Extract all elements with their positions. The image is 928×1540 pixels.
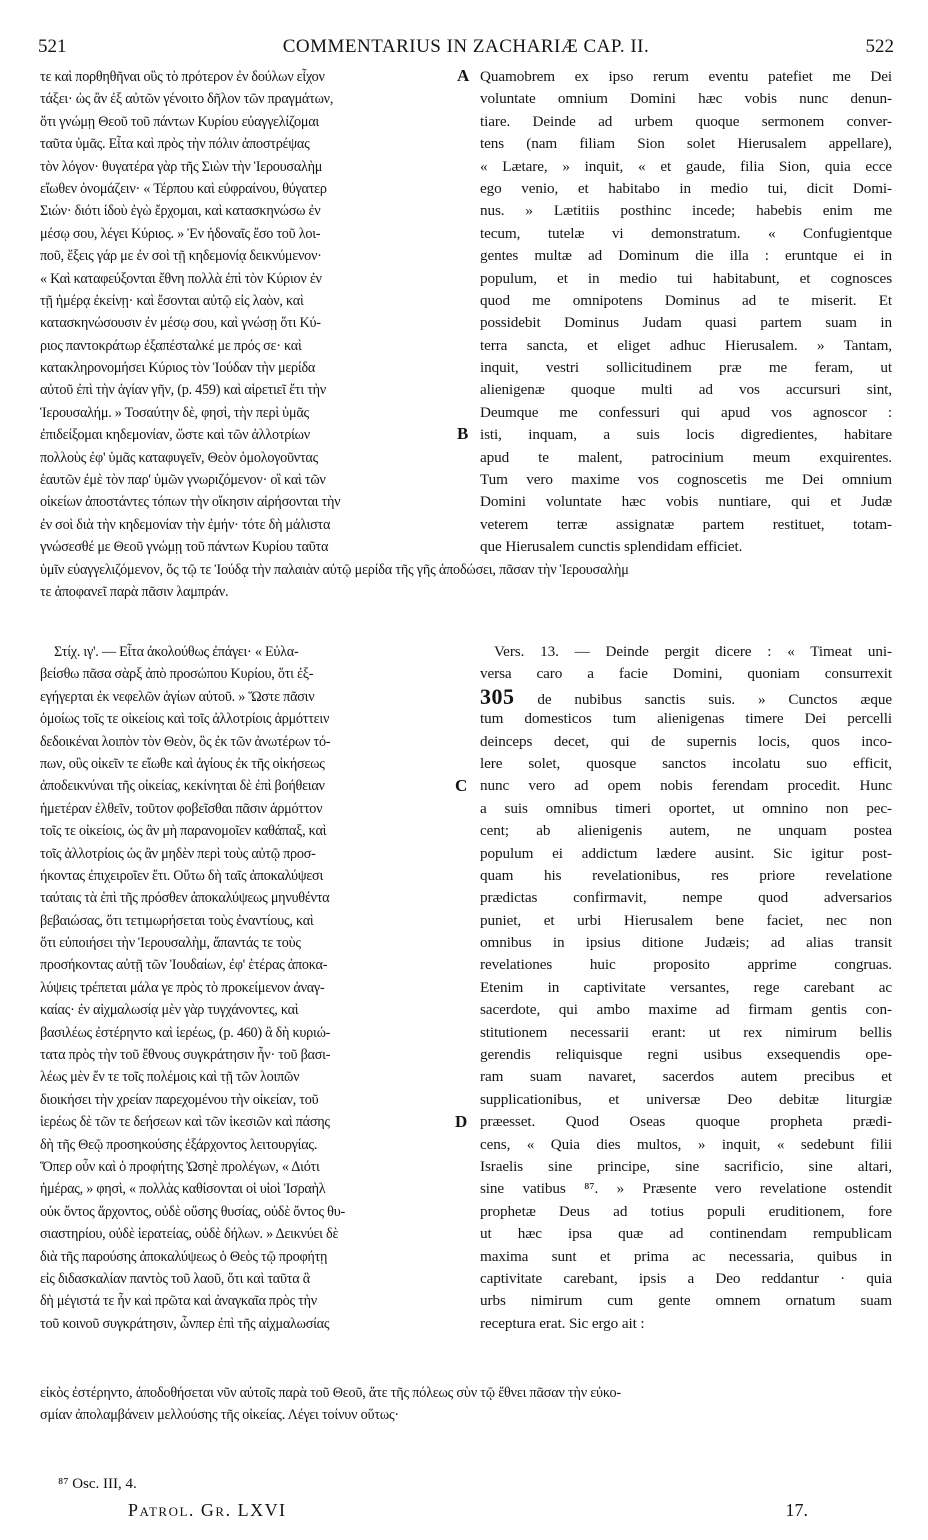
- text-line: τάξει· ὡς ἂν ἐξ αὐτῶν γένοιτο δῆλον τῶν πραγμάτων,: [40, 91, 334, 108]
- text-line: Deumque me confessuri qui apud vos agnoscor :: [480, 403, 892, 421]
- text-line: ἡμέρας, » φησὶ, « πολλὰς καθίσονται οἱ υἱοὶ Ἰσραὴλ: [40, 1181, 326, 1198]
- text-line: κατακληρονομήσει Κύριος τὸν Ἰούδαν τὴν μερίδα: [40, 360, 316, 377]
- text-line: ἱερέως δὲ τῶν τε δεήσεων καὶ τῶν ἱκεσιῶν καὶ πάσης: [40, 1114, 330, 1131]
- margin-marker-a: A: [457, 66, 470, 85]
- text-line: προσήκοντας αὐτῇ τῶν Ἰουδαίων, ἐφ' ἑτέρας ἀποκα-: [40, 957, 328, 974]
- text-line: urbs nimirum cum gente omnem ornatum suam: [480, 1292, 892, 1310]
- greek-column-top: [40, 66, 450, 559]
- text-line: revelationes huic proposito apprime congruas.: [480, 956, 892, 974]
- text-line: prophetæ Deus ad totius populi eruditionem, fore: [480, 1202, 892, 1220]
- text-line: Vers. 13. — Deinde pergit dicere : « Timeat uni-: [494, 643, 892, 660]
- footnote: ⁸⁷ Osc. III, 4.: [58, 1476, 137, 1492]
- text-line: que Hierusalem cunctis splendidam efficiet.: [480, 538, 743, 556]
- text-line: ὑμῖν εὐαγγελιζόμενον, ὅς τῷ τε Ἰούδᾳ τὴν παλαιὰν αὐτῷ μερίδα τῆς γῆς ἀποδώσει, πᾶσαν τὴν Ἱερουσαλὴμ: [40, 562, 629, 578]
- running-title: COMMENTARIUS IN ZACHARIÆ CAP. II.: [282, 36, 650, 57]
- text-line: voluntate omnium Domini hæc vobis nunc denun-: [480, 90, 892, 108]
- text-line: πων, οὓς οἰκεῖν τε εἴωθε καὶ ἁγίους ἐκ τῆς οἰκήσεως: [40, 755, 325, 772]
- text-line: τοῖς τε οἰκείοις, ὡς ἂν μὴ παρανομοῖεν καθάπαξ, καὶ: [40, 823, 327, 840]
- column-number: 305: [480, 685, 515, 709]
- text-line: σμίαν ἀπολαμβάνειν μελλούσης τῆς οἰκείας. Λέγει τοίνυν οὕτως·: [40, 1407, 399, 1424]
- text-line: isti, inquam, a suis locis digredientes, habitare: [480, 426, 892, 444]
- text-line: βασιλέως ἐστέρηντο καὶ ἱερέως, (p. 460) ἃ δὴ κυριώ-: [40, 1024, 331, 1041]
- text-line: ἡμετέραν ἐλθεῖν, τοῦτον φοβεῖσθαι πᾶσιν ἁρμόττον: [40, 800, 323, 817]
- text-line: αὐτοῦ ἐπὶ τὴν ἁγίαν γῆν, (p. 459) καὶ αἱρετιεῖ ἔτι τὴν: [40, 382, 326, 399]
- text-line: receptura erat. Sic ergo ait :: [480, 1314, 645, 1332]
- text-line: μέσῳ σου, λέγει Κύριος. » Ἐν ἡδοναῖς ἔσο τοῦ λοι-: [40, 225, 321, 242]
- text-line: nus. » Lætitiis posthinc incede; habebis enim me: [480, 202, 892, 220]
- text-line: cens, « Quia dies multos, » inquit, « sedebunt filii: [480, 1135, 892, 1153]
- text-line: apud te malent, patrocinium meum exquirentes.: [480, 448, 892, 466]
- text-line: κατασκηνώσουσιν ἐν μέσῳ σου, καὶ γνώσῃ ὅτι Κύ-: [40, 315, 321, 332]
- text-line: Tum vero maxime vos cognoscetis me Dei omnium: [480, 471, 892, 489]
- text-line: τὸν λόγον· θυγατέρα γὰρ τῆς Σιὼν τὴν Ἱερουσαλὴμ: [40, 158, 323, 175]
- signature-mark: Patrol. Gr. LXVI: [128, 1500, 287, 1520]
- text-line: τοῦ κοινοῦ συγκράτησιν, ὧνπερ ἐπὶ τῆς αἰχμαλωσίας: [40, 1315, 330, 1332]
- text-line: βεβαιώσας, ὅτι τετιμωρήσεται τοὺς ἐναντίους, καὶ: [40, 912, 314, 929]
- text-line: possidebit Dominus Judam quasi partem suam in: [480, 314, 892, 332]
- text-line: Στίχ. ιγ'. — Εἶτα ἀκολούθως ἐπάγει· « Εὐλα-: [54, 644, 299, 660]
- text-line: [480, 686, 892, 708]
- text-line: præesset. Quod Oseas quoque propheta prædi-: [480, 1113, 892, 1131]
- signature-number: 17.: [785, 1500, 808, 1520]
- text-line-rest: de nubibus sanctis suis. » Cunctos æque: [514, 690, 892, 708]
- page-number-right: 522: [865, 36, 894, 57]
- text-line: Quamobrem ex ipso rerum eventu patefiet me Dei: [480, 68, 892, 85]
- text-line: sacerdote, qui ambo maxime ad firmam gentis con-: [480, 1001, 892, 1019]
- text-line: Σιών· διότι ἰδοὺ ἐγὼ ἔρχομαι, καὶ κατασκηνώσω ἐν: [40, 203, 321, 220]
- text-line: τατα πρὸς τὴν τοῦ ἔθνους συγκράτησιν ἦν· τοῦ βασι-: [40, 1047, 331, 1064]
- latin-column-top: [480, 66, 892, 559]
- text-line: terra sancta, et eliget adhuc Hierusalem. » Tantam,: [480, 336, 892, 354]
- text-line: λύψεις τρέπεται μάλα γε πρὸς τὸ προκείμενον ἀναγ-: [40, 979, 325, 996]
- text-line: ταῦτα ὑμᾶς. Εἶτα καὶ πρὸς τὴν πόλιν ἀποστρέψας: [40, 136, 310, 153]
- text-line: δὴ μέγιστά τε ἦν καὶ πρῶτα καὶ ἀναγκαῖα πρὸς τὴν: [40, 1293, 317, 1310]
- text-line: quam his revelationibus, res priore revelatione: [480, 866, 892, 884]
- greek-fullwidth-bottom: [40, 1382, 896, 1427]
- text-line: δεδοικέναι λοιπὸν τὸν Θεὸν, ὃς ἐκ τῶν ἀνωτέρων τό-: [40, 733, 331, 750]
- text-line: supplicationibus, et universæ Deo debitæ liturgiæ: [480, 1090, 892, 1108]
- text-line: deinceps decet, qui de supernis locis, quos inco-: [480, 732, 892, 750]
- text-line: εγήγερται ἐκ νεφελῶν ἁγίων αὐτοῦ. » Ὥστε πᾶσιν: [40, 688, 315, 705]
- text-line: quod me omnipotens Dominus ad te miserit. Et: [480, 291, 892, 309]
- text-line: Etenim in captivitate versantes, rege carebant ac: [480, 978, 892, 996]
- text-line: ὁμοίως τοῖς τε οἰκείοις καὶ τοῖς ἀλλοτρίοις ἁρμόττειν: [40, 711, 330, 728]
- text-line: cent; ab alienigenis autem, ne unquam postea: [480, 822, 892, 840]
- text-line: ἀποδεικνύναι τῆς οἰκείας, κεκίνηται δὲ ἐπὶ βοήθειαν: [40, 778, 325, 795]
- text-line: γνώσεσθέ με Θεοῦ γνώμῃ τοῦ πάντων Κυρίου ταῦτα: [40, 539, 329, 556]
- text-line: tecum, tutelæ vi demonstratum. « Confugientque: [480, 224, 892, 242]
- text-line: ut hæc ipsa quæ ad continendam rempublicam: [480, 1225, 892, 1243]
- text-line: gentes multæ ad Dominum die illa : eruntque ei in: [480, 247, 892, 265]
- text-line: εἴωθεν ὀνομάζειν· « Τέρπου καὶ εὐφραίνου, θύγατερ: [40, 180, 327, 197]
- text-line: alienigenæ quoque multi ad vos accursuri sint,: [480, 381, 892, 399]
- text-line: populum, et in medio tui habitabunt, et cognosces: [480, 269, 892, 287]
- text-line: δὴ τῆς Θεῷ προσηκούσης ἐξάρχοντος λειτουργίας.: [40, 1136, 318, 1153]
- text-line: λέως μὲν ἔν τε τοῖς πολέμοις καὶ τῇ τῶν λοιπῶν: [40, 1069, 300, 1086]
- text-line: ήκοντας ἐπιχειροῖεν ἔτι. Οὕτω δὴ ταῖς ἀποκαλύψεσι: [40, 867, 324, 884]
- text-line: sine vatibus ⁸⁷. » Præsente vero revelatione ostendit: [480, 1180, 892, 1198]
- text-line: εἰς διδασκαλίαν παντὸς τοῦ λαοῦ, ὅτι καὶ ταῦτα ἃ: [40, 1270, 310, 1287]
- page-number-left: 521: [38, 36, 67, 57]
- text-line: ὅτι γνώμῃ Θεοῦ τοῦ πάντων Κυρίου εὐαγγελίζομαι: [40, 113, 319, 130]
- greek-fullwidth-top: [40, 559, 896, 604]
- text-line: διοικήσει τὴν χρείαν παρεχομένου τὴν οἰκείαν, τοῦ: [40, 1091, 319, 1108]
- text-line: ριος παντοκράτωρ ἐξαπέσταλκέ με πρός σε· καὶ: [40, 337, 302, 354]
- text-line: ego venio, et habitabo in medio tui, dicit Domi-: [480, 179, 892, 197]
- text-line: Israelis sine principe, sine sacrificio, sine altari,: [480, 1157, 892, 1175]
- text-line: ὅτι εὐποιήσει τὴν Ἱερουσαλὴμ, ἅπαντάς τε τοὺς: [40, 935, 301, 952]
- greek-column-bottom: [40, 641, 450, 1335]
- margin-marker-b: B: [457, 424, 469, 443]
- page-header: [38, 36, 894, 62]
- text-line: puniet, et urbi Hierusalem bene faciet, nec non: [480, 911, 892, 929]
- text-line: τῇ ἡμέρᾳ ἐκείνῃ· καὶ ἔσονται αὐτῷ εἰς λαὸν, καὶ: [40, 292, 304, 309]
- text-line: « Καὶ καταφεύξονται ἔθνη πολλὰ ἐπὶ τὸν Κύριον ἐν: [40, 270, 322, 287]
- margin-marker-d: D: [455, 1112, 468, 1131]
- text-line: πολλοὺς ἐφ' ὑμᾶς καταφυγεῖν, Θεὸν ὁμολογοῦντας: [40, 449, 318, 466]
- text-line: versa caro a facie Domini, quoniam consurrexit: [480, 665, 892, 683]
- text-line: prædictas confirmavit, nempe quod adversarios: [480, 889, 892, 907]
- text-line: ἑαυτῶν ἐμὲ τὸν παρ' ὑμῶν γνωριζόμενον· οἳ καὶ τῶν: [40, 472, 326, 489]
- text-line: διὰ τῆς παρούσης ἀποκαλύψεως ὁ Θεὸς τῷ προφήτῃ: [40, 1248, 328, 1265]
- text-line: tum domesticos tum alienigenas timere Dei percelli: [480, 710, 892, 728]
- text-line: καίας· ἐν αἰχμαλωσίᾳ μὲν γὰρ τυγχάνοντες, καὶ: [40, 1002, 299, 1019]
- text-line: τοῖς ἀλλοτρίοις ὡς ἂν μηδὲν περὶ τοὺς αὐτῷ προσ-: [40, 845, 316, 862]
- text-line: σιαστηρίου, οὐδὲ ἱερατείας, οὐδὲ δήλων. » Δεικνύει δὲ: [40, 1226, 339, 1243]
- text-line: εἰκὸς ἐστέρηντο, ἀποδοθήσεται νῦν αὐτοῖς παρὰ τοῦ Θεοῦ, ἅτε τῆς πόλεως σὺν τῷ ἔθνει πᾶσαν τὴν εὐκο-: [40, 1385, 621, 1401]
- text-line: lere solet, quosque sanctos incolatu suo efficit,: [480, 754, 892, 772]
- text-line: ποῦ, ἕξεις γάρ με ἐν σοὶ τῇ κηδεμονίᾳ δεικνύμενον·: [40, 248, 322, 265]
- margin-marker-c: C: [455, 776, 468, 795]
- text-line: οἰκείων ἀποστάντες τόπων τὴν οἴκησιν αἱρήσονται τὴν: [40, 494, 341, 511]
- latin-column-bottom: [480, 641, 892, 1335]
- text-line: tiare. Deinde ad urbem quoque sermonem conver-: [480, 112, 892, 130]
- text-line: populum ei addictum lædere ausint. Sic igitur post-: [480, 844, 892, 862]
- text-line: ram suam navaret, sacerdos autem precibus et: [480, 1068, 892, 1086]
- text-line: stitutionem necessarii erant: ut rex nimirum bellis: [480, 1023, 892, 1041]
- text-line: nunc vero ad opem nobis ferendam procedit. Hunc: [480, 777, 892, 795]
- text-line: Ὅπερ οὖν καὶ ὁ προφήτης Ὠσηὲ προλέγων, « Διότι: [40, 1158, 320, 1175]
- text-line: ταύταις τὰ ἐπὶ τῆς πρόσθεν ἀποκαλύψεως μηνυθέντα: [40, 890, 330, 907]
- text-line: gerendis reliquisque regni usibus exsequendis ope-: [480, 1046, 892, 1064]
- text-line: οὐκ ὄντος ἄρχοντος, οὐδὲ οὔσης θυσίας, οὐδὲ ὄντος θυ-: [40, 1203, 345, 1220]
- text-line: ἐπιδείξομαι κηδεμονίαν, ὥστε καὶ τῶν ἀλλοτρίων: [40, 427, 310, 444]
- text-line: omnibus in ipsius ditione Judæis; ad alias transit: [480, 934, 892, 952]
- text-line: βείσθω πᾶσα σὰρξ ἀπὸ προσώπου Κυρίου, ὅτι ἐξ-: [40, 666, 314, 683]
- text-line: Domini voluntate hæc vobis nuntiare, qui et Judæ: [480, 493, 892, 511]
- text-line: tens (nam filiam Sion solet Hierusalem appellare),: [480, 135, 892, 153]
- text-line: maxima sunt et prima ac necessaria, quibus in: [480, 1247, 892, 1265]
- text-line: τε ἀποφανεῖ παρὰ πᾶσιν λαμπράν.: [40, 584, 229, 601]
- text-line: « Lætare, » inquit, « et gaude, filia Sion, quia ecce: [480, 157, 892, 175]
- text-line: ἐν σοὶ διὰ τὴν κηδεμονίαν τὴν ἐμήν· τότε δὴ μάλιστα: [40, 516, 331, 533]
- text-line: Ἱερουσαλήμ. » Τοσαύτην δὲ, φησὶ, τὴν περὶ ὑμᾶς: [40, 404, 309, 421]
- text-line: a suis omnibus timeri oportet, ut omnino non pec-: [480, 799, 892, 817]
- text-line: inquit, vestri sollicitudinem præ me feram, ut: [480, 359, 892, 377]
- text-line: veterem terræ assignatæ partem restituet, totam-: [480, 515, 892, 533]
- text-line: τε καὶ πορθηθῆναι οὓς τὸ πρότερον ἐν δούλων εἶχον: [40, 69, 325, 85]
- text-line: captivitate carebant, ipsis a Deo reddantur · quia: [480, 1269, 892, 1287]
